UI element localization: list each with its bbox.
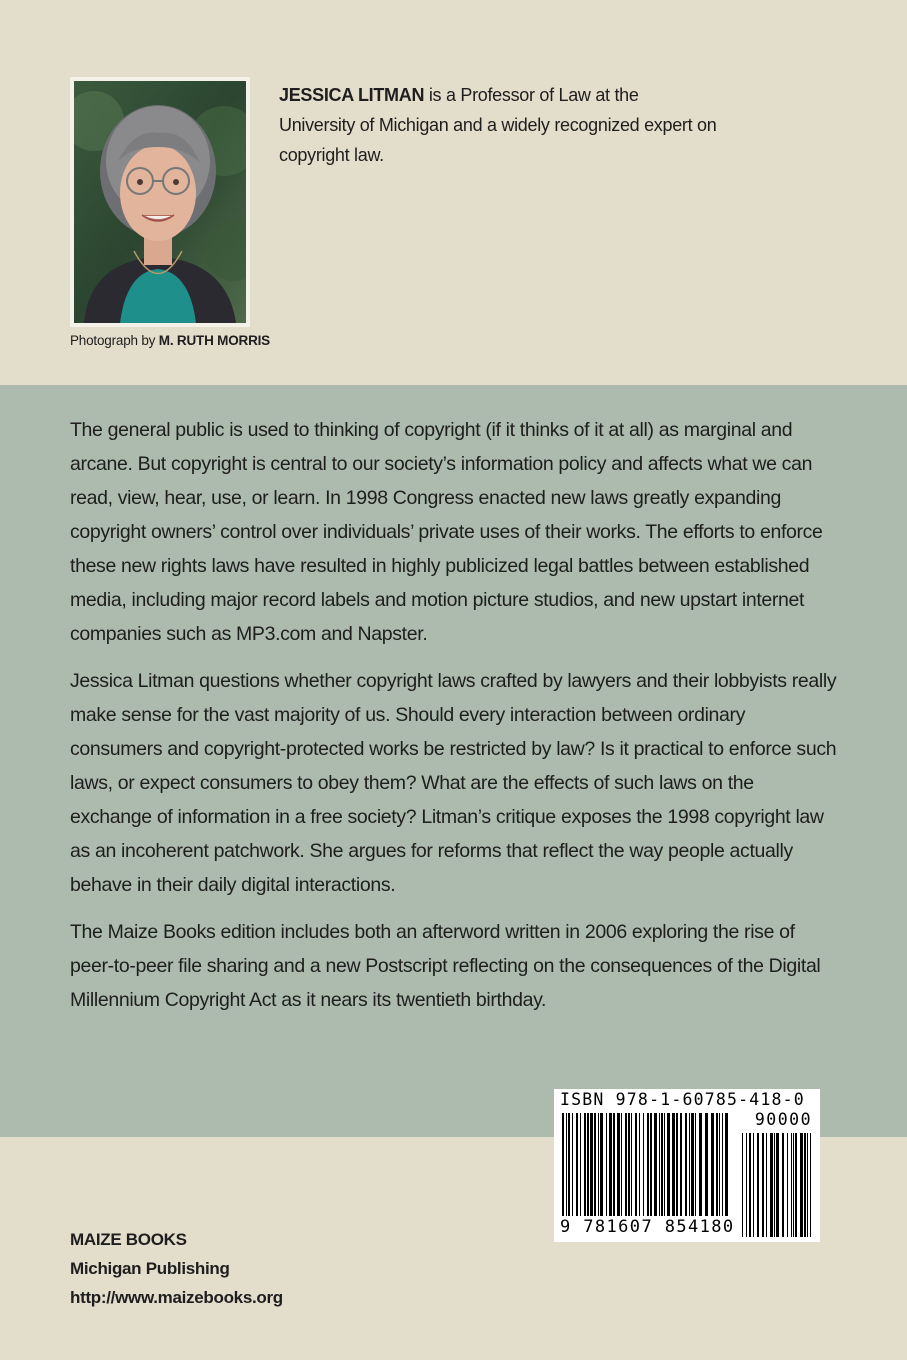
photographer-name: M. RUTH MORRIS <box>158 333 270 348</box>
publisher-url: http://www.maizebooks.org <box>70 1288 283 1307</box>
author-photo <box>70 77 250 327</box>
isbn-label: ISBN 978-1-60785-418-0 <box>560 1090 805 1109</box>
photo-credit <box>70 333 270 348</box>
publisher-imprint: Michigan Publishing <box>70 1259 230 1278</box>
author-bio <box>279 80 719 170</box>
description-paragraph: The Maize Books edition includes both an afterword written in 2006 exploring the rise of peer-to-peer file sharing and a new Postscript reflecting on the consequences of the Digital Millennium Copyright Act as it nears its twentieth birthday. <box>70 921 821 1011</box>
photo-credit-prefix: Photograph by <box>70 333 159 348</box>
author-bio-text: is a Professor of Law at the University of Michigan and a widely recognized expert on copyright law. <box>279 85 717 165</box>
price-code: 90000 <box>754 1110 812 1129</box>
publisher-name: MAIZE BOOKS <box>70 1230 187 1249</box>
author-name: JESSICA LITMAN <box>279 85 425 105</box>
description-section <box>0 385 907 1137</box>
publisher-info <box>70 1225 283 1312</box>
description-paragraph: Jessica Litman questions whether copyright laws crafted by lawyers and their lobbyists really make sense for the vast majority of us. Should every interaction between ordinary consumers and copyright-protected works be restricted by law? Is it practical to enforce such laws, or expect consumers to obey them? What are the effects of such laws on the exchange of information in a free society? Litman’s critique exposes the 1998 copyright law as an incoherent patchwork. She argues for reforms that reflect the way people actually behave in their daily digital interactions. <box>70 670 837 896</box>
isbn-barcode <box>554 1089 820 1242</box>
description-paragraph: The general public is used to thinking of copyright (if it thinks of it at all) as marginal and arcane. But copyright is central to our society’s information policy and affects what we can read, view, hear, use, or learn. In 1998 Congress enacted new laws greatly expanding copyright owners’ control over individuals’ private uses of their works. The efforts to enforce these new rights laws have resulted in highly publicized legal battles between established media, including major record labels and motion picture studios, and new upstart internet companies such as MP3.com and Napster. <box>70 419 823 645</box>
ean-number: 9 781607 854180 <box>560 1217 735 1237</box>
author-section <box>0 0 907 385</box>
book-description <box>70 413 840 1030</box>
